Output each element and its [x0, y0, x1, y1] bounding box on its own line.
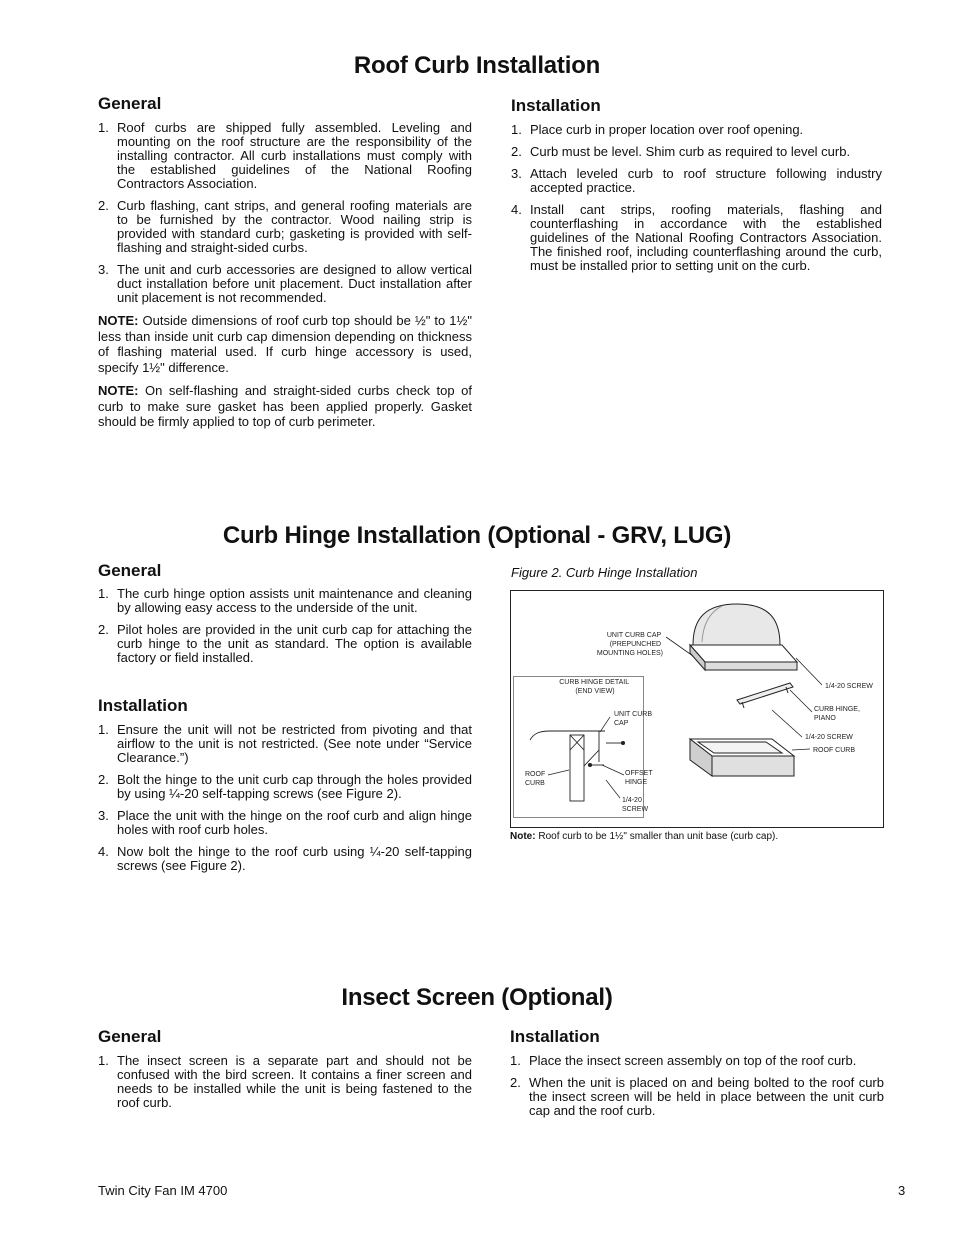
- section-title-roof-curb: Roof Curb Installation: [353, 52, 601, 79]
- label-detail-title: CURB HINGE DETAIL (END VIEW): [559, 679, 629, 695]
- list-item: 2. Pilot holes are provided in the unit curb cap for attaching the curb hinge to the unit as standard. The option is available factory or field installed.: [98, 622, 472, 665]
- label-detail-screw: 1/4-20 SCREW: [622, 797, 649, 813]
- roof-curb-general-list: [98, 121, 472, 438]
- note-paragraph: NOTE: On self-flashing and straight-sided curbs check top of curb to make sure gasket has been applied properly. Gasket should be firmly applied to top of curb perimeter.: [98, 383, 472, 429]
- list-item: 1. Ensure the unit will not be restricted from pivoting and that airflow to the unit is not restricted. (See note under “Service Clearance.”): [98, 722, 472, 765]
- note-paragraph: NOTE: Outside dimensions of roof curb top should be ½" to 1½" less than inside unit curb cap dimension depending on thickness of flashing material used. If curb hinge accessory is used, specify 1½" difference.: [98, 313, 472, 375]
- label-unit-curb-cap: UNIT CURB CAP (PREPUNCHED MOUNTING HOLES): [596, 632, 663, 657]
- curb-hinge-general-list: [98, 587, 472, 673]
- label-screw-top: 1/4-20 SCREW: [825, 683, 873, 690]
- insect-screen-installation-list: [510, 1054, 884, 1126]
- curb-hinge-installation-heading: Installation: [98, 696, 188, 715]
- list-item: 1. Roof curbs are shipped fully assembled. Leveling and mounting on the roof structure are the responsibility of the installing contractor. All curb installations must comply with the established guidelines of the National Roofing Contractors Association.: [98, 120, 472, 191]
- label-detail-unit-curb-cap: UNIT CURB CAP: [614, 711, 652, 727]
- list-item: 1. Place curb in proper location over roof opening.: [511, 122, 804, 137]
- list-item: 4. Install cant strips, roofing materials, flashing and counterflashing in accordance with the established guidelines of the National Roofing Contractors Association. The finished roof, including counterflashing around the curb, must be installed prior to setting unit on the curb.: [511, 202, 882, 273]
- list-item: 1. Place the insect screen assembly on top of the roof curb.: [510, 1053, 857, 1068]
- roof-curb-illustration: [690, 739, 794, 776]
- curb-hinge-figure: [510, 590, 884, 828]
- section-title-insect-screen: Insect Screen (Optional): [341, 984, 613, 1011]
- list-item: 2. Curb flashing, cant strips, and general roofing materials are to be furnished by the contractor. Wood nailing strip is provided with standard curb; gasketing is provided with self-flashing and straight-sided curbs.: [98, 198, 472, 255]
- curb-hinge-general-heading: General: [98, 561, 162, 580]
- list-item: 2. When the unit is placed on and being bolted to the roof curb the insect screen will be held in place between the unit curb cap and the roof curb.: [510, 1075, 884, 1118]
- section-title-curb-hinge: Curb Hinge Installation (Optional - GRV, LUG): [222, 522, 732, 549]
- label-screw-mid: 1/4-20 SCREW: [805, 734, 853, 741]
- roof-curb-installation-heading: Installation: [511, 96, 601, 115]
- page-number: 3: [898, 1183, 906, 1198]
- figure-caption: Figure 2. Curb Hinge Installation: [511, 565, 698, 580]
- list-item: 2. Bolt the hinge to the unit curb cap through the holes provided by using ¼-20 self-tapping screws (see Figure 2).: [98, 772, 472, 801]
- figure-note: Note: Roof curb to be 1½" smaller than unit base (curb cap).: [510, 831, 779, 842]
- list-item: 4. Now bolt the hinge to the roof curb using ¼-20 self-tapping screws (see Figure 2).: [98, 844, 472, 873]
- list-item: 1. The insect screen is a separate part and should not be confused with the bird screen. It contains a finer screen and needs to be installed while the unit is being fastened to the roof curb.: [98, 1053, 472, 1110]
- label-detail-offset-hinge: OFFSET HINGE: [625, 770, 653, 786]
- insect-screen-general-list: [98, 1054, 472, 1118]
- list-item: 1. The curb hinge option assists unit maintenance and cleaning by allowing easy access to the underside of the unit.: [98, 586, 472, 615]
- insect-screen-installation-heading: Installation: [510, 1027, 600, 1046]
- list-item: 2. Curb must be level. Shim curb as required to level curb.: [511, 144, 851, 159]
- curb-hinge-installation-list: [98, 723, 472, 881]
- label-detail-roof-curb: ROOF CURB: [525, 771, 546, 787]
- roof-curb-installation-list: [511, 123, 882, 281]
- list-item: 3. The unit and curb accessories are designed to allow vertical duct installation before unit placement. Duct installation after unit placement is not recommended.: [98, 262, 472, 305]
- label-roof-curb: ROOF CURB: [813, 747, 855, 754]
- list-item: 3. Attach leveled curb to roof structure following industry accepted practice.: [511, 166, 882, 195]
- roof-curb-general-heading: General: [98, 94, 162, 113]
- footer-doc-ref: Twin City Fan IM 4700: [98, 1183, 228, 1198]
- list-item: 3. Place the unit with the hinge on the roof curb and align hinge holes with roof curb holes.: [98, 808, 472, 837]
- insect-screen-general-heading: General: [98, 1027, 162, 1046]
- label-curb-hinge-piano: CURB HINGE, PIANO: [814, 706, 860, 722]
